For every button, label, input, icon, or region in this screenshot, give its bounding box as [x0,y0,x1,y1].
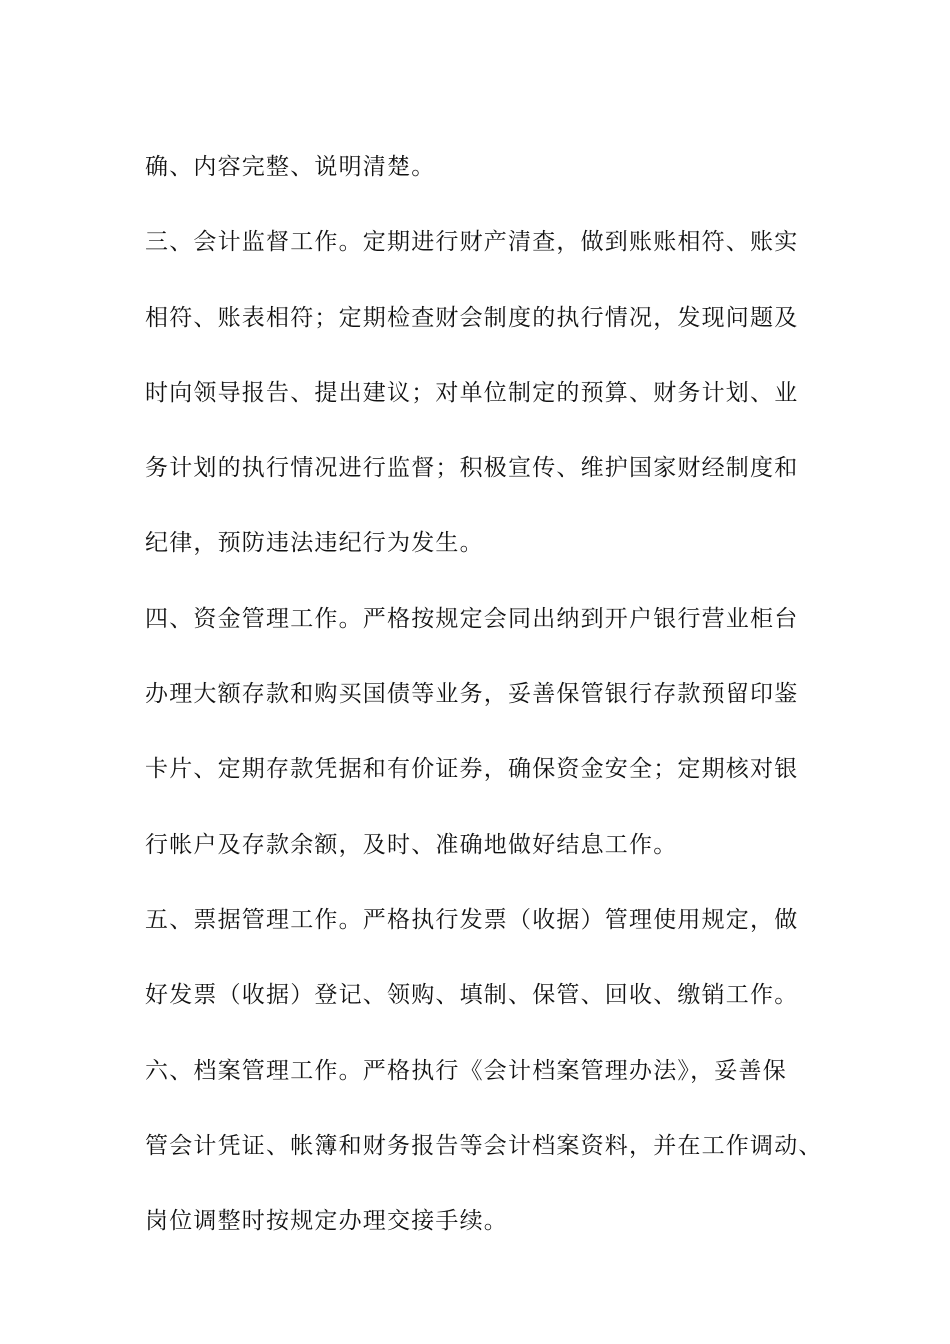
text-line: 五、票据管理工作。严格执行发票（收据）管理使用规定，做 [145,906,799,933]
text-line: 纪律，预防违法违纪行为发生。 [145,530,484,557]
text-line: 确、内容完整、说明清楚。 [145,154,436,180]
text-line: 卡片、定期存款凭据和有价证券，确保资金安全；定期核对银 [145,756,799,783]
text-line: 相符、账表相符；定期检查财会制度的执行情况，发现问题及 [145,304,799,331]
text-line: 好发票（收据）登记、领购、填制、保管、回收、缴销工作。 [145,982,799,1009]
text-line: 行帐户及存款余额，及时、准确地做好结息工作。 [145,831,678,858]
text-line: 管会计凭证、帐簿和财务报告等会计档案资料，并在工作调动、 [145,1132,823,1159]
text-line: 务计划的执行情况进行监督；积极宣传、维护国家财经制度和 [145,455,799,482]
text-line: 办理大额存款和购买国债等业务，妥善保管银行存款预留印鉴 [145,681,799,708]
text-line: 时向领导报告、提出建议；对单位制定的预算、财务计划、业 [145,379,799,406]
document-body [145,130,845,1259]
text-line: 三、会计监督工作。定期进行财产清查，做到账账相符、账实 [145,229,799,256]
text-line: 岗位调整时按规定办理交接手续。 [145,1208,508,1235]
text-line: 四、资金管理工作。严格按规定会同出纳到开户银行营业柜台 [145,605,799,632]
text-line: 六、档案管理工作。严格执行《会计档案管理办法》，妥善保 [145,1057,787,1084]
